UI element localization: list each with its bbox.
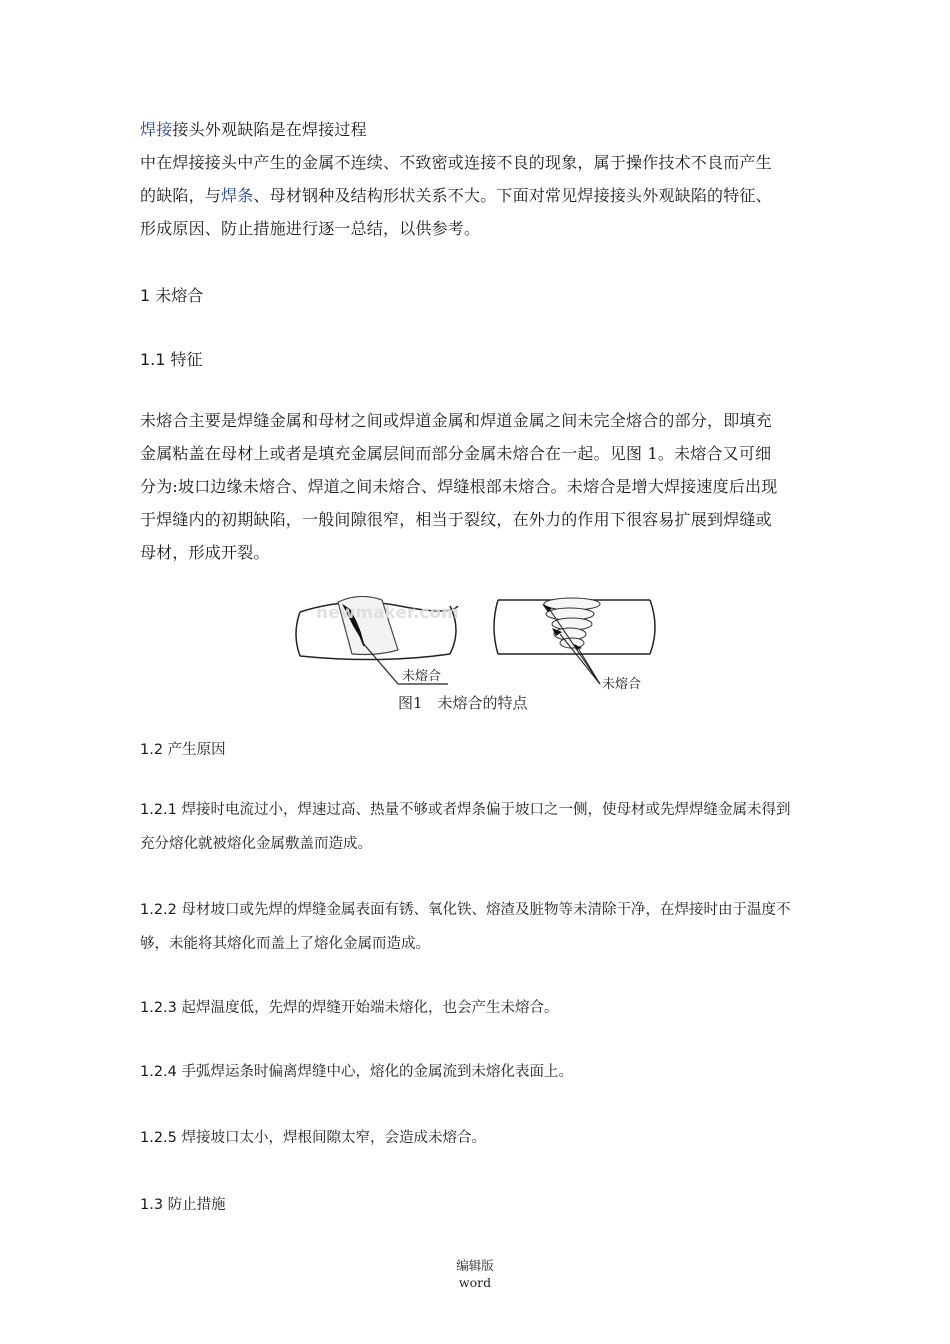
intro-line-2: 中在焊接接头中产生的金属不连续、不致密或连接不良的现象，属于操作技术不良而产生 bbox=[140, 153, 772, 172]
features-line: 金属粘盖在母材上或者是填充金属层间而部分金属未熔合在一起。见图 1。未熔合又可细 bbox=[140, 444, 772, 463]
features-line: 于焊缝内的初期缺陷，一般间隙很窄，相当于裂纹，在外力的作用下很容易扩展到焊缝或 bbox=[140, 510, 772, 529]
right-weld-illustration bbox=[494, 598, 655, 684]
figure-caption: 图1 未熔合的特点 bbox=[398, 694, 528, 712]
watermark: newmaker.com bbox=[316, 603, 459, 623]
cause-line: 够，未能将其熔化而盖上了熔化金属而造成。 bbox=[140, 936, 430, 952]
cause-3 bbox=[140, 991, 820, 1025]
cause-1 bbox=[140, 793, 820, 861]
cause-line: 充分熔化就被熔化金属敷盖而造成。 bbox=[140, 836, 372, 852]
cause-line: 1.2.3 起焊温度低，先焊的焊缝开始端未熔化，也会产生未熔合。 bbox=[140, 1000, 559, 1016]
cause-2 bbox=[140, 893, 820, 961]
cause-4 bbox=[140, 1055, 820, 1089]
label-right: 未熔合 bbox=[602, 677, 642, 692]
intro-line-4: 形成原因、防止措施进行逐一总结，以供参考。 bbox=[140, 219, 481, 238]
electrode-link[interactable]: 焊条 bbox=[221, 186, 254, 205]
footer-line-2: word bbox=[458, 1275, 492, 1290]
section-1-2-title: 1.2 产生原因 bbox=[140, 742, 226, 758]
cause-line: 1.2.2 母材坡口或先焊的焊缝金属表面有锈、氧化铁、熔渣及脏物等未清除干净，在焊接时由于温度不 bbox=[140, 902, 791, 918]
features-line: 分为:坡口边缘未熔合、焊道之间未熔合、焊缝根部未熔合。未熔合是增大焊接速度后出现 bbox=[140, 477, 778, 496]
welding-link[interactable]: 焊接 bbox=[140, 120, 173, 139]
features-line: 未熔合主要是焊缝金属和母材之间或焊道金属和焊道金属之间未完全熔合的部分，即填充 bbox=[140, 411, 772, 430]
intro-line-3-pre: 的缺陷，与 bbox=[140, 186, 222, 205]
footer-line-1: 编辑版 bbox=[456, 1258, 494, 1273]
label-left: 未熔合 bbox=[402, 669, 442, 684]
cause-line: 1.2.4 手弧焊运条时偏离焊缝中心，熔化的金属流到未熔化表面上。 bbox=[140, 1064, 574, 1080]
intro-line-3 bbox=[140, 179, 820, 212]
features-paragraph bbox=[140, 404, 820, 569]
intro-line-3-post: 、母材钢种及结构形状关系不大。下面对常见焊接接头外观缺陷的特征、 bbox=[253, 186, 772, 205]
section-1-title: 1 未熔合 bbox=[140, 286, 204, 305]
section-1-3-title: 1.3 防止措施 bbox=[140, 1197, 226, 1213]
cause-line: 1.2.1 焊接时电流过小，焊速过高、热量不够或者焊条偏于坡口之一侧，使母材或先焊焊缝金属未得到 bbox=[140, 802, 791, 818]
features-line: 母材，形成开裂。 bbox=[140, 543, 270, 562]
cause-5 bbox=[140, 1121, 820, 1155]
intro-line-1-text: 接头外观缺陷是在焊接过程 bbox=[172, 120, 367, 139]
figure-1 bbox=[290, 592, 670, 716]
intro-line-1 bbox=[140, 113, 820, 146]
cause-line: 1.2.5 焊接坡口太小，焊根间隙太窄，会造成未熔合。 bbox=[140, 1130, 487, 1146]
lack-of-fusion-diagram bbox=[290, 592, 670, 716]
section-1-1-title: 1.1 特征 bbox=[140, 350, 203, 369]
intro-paragraph bbox=[140, 113, 820, 245]
